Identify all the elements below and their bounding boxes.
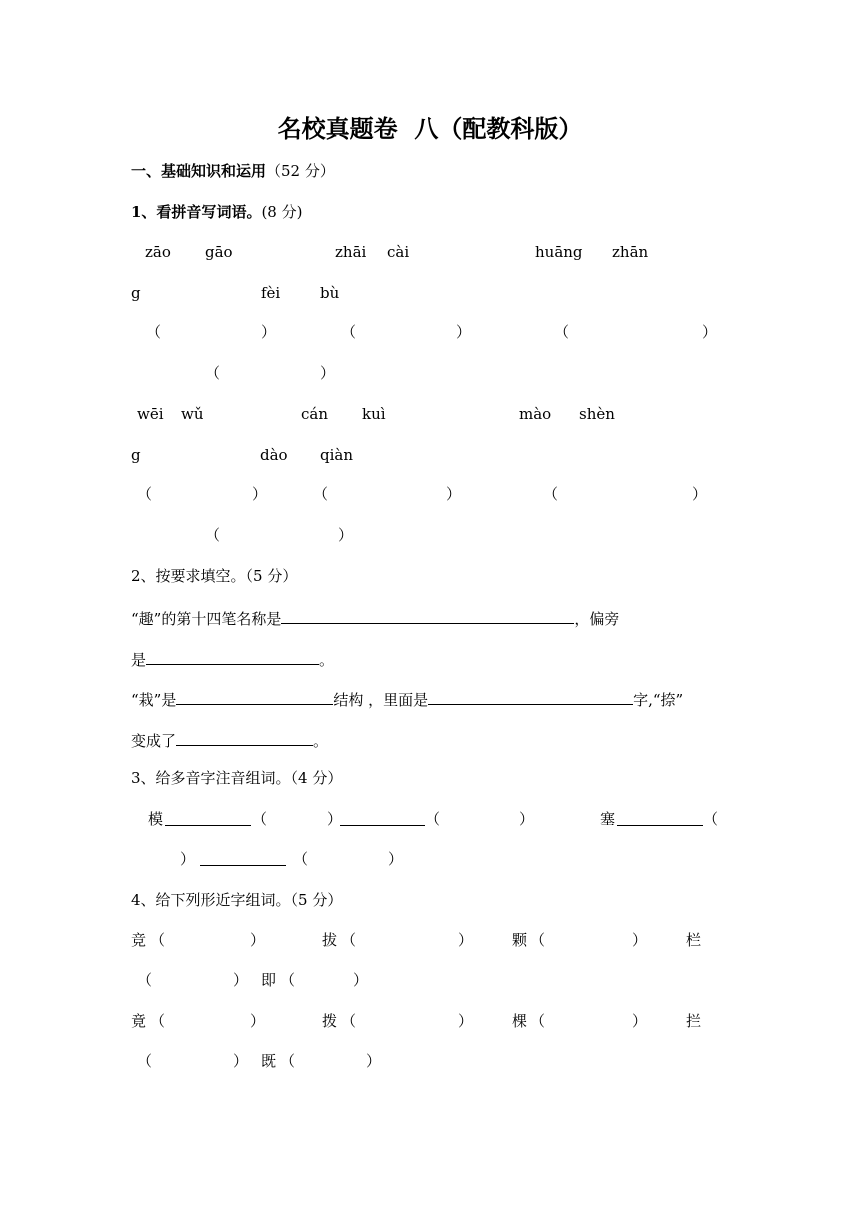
close-paren: ） xyxy=(632,931,648,949)
pinyin: zhān xyxy=(612,243,649,261)
q2-text: 是 xyxy=(131,651,147,669)
open-paren: （ xyxy=(530,1012,546,1030)
pinyin: cán xyxy=(301,405,329,423)
open-paren: （ xyxy=(137,485,153,503)
close-paren: ） xyxy=(261,323,277,341)
q2-text: 结构 ，里面是 xyxy=(333,691,429,709)
q4-char: 拨 xyxy=(322,1012,338,1030)
open-paren: （ xyxy=(703,810,719,828)
open-paren: （ xyxy=(205,526,221,544)
pinyin: qiàn xyxy=(320,446,354,464)
section-score: （52 分） xyxy=(266,162,335,180)
open-paren: （ xyxy=(554,323,570,341)
pinyin: zhāi xyxy=(335,243,367,261)
open-paren: （ xyxy=(137,1052,153,1070)
pinyin: cài xyxy=(387,243,410,261)
q4-char: 竞 xyxy=(131,931,147,949)
answer-blank[interactable] xyxy=(428,688,633,705)
q4-char: 即 xyxy=(261,971,277,989)
answer-blank[interactable] xyxy=(200,849,286,871)
close-paren: ） xyxy=(252,485,268,503)
q2-line4 xyxy=(131,729,328,751)
pinyin: bù xyxy=(320,284,340,302)
answer-blank[interactable] xyxy=(176,688,333,705)
close-paren: ） xyxy=(519,810,535,828)
section-heading xyxy=(131,161,335,181)
q3-char: 塞 xyxy=(600,810,616,828)
pinyin: kuì xyxy=(362,405,386,423)
q1-score: (8 分) xyxy=(261,203,303,221)
close-paren: ） xyxy=(180,850,196,868)
q2-line3 xyxy=(131,688,683,710)
pinyin: fèi xyxy=(261,284,281,302)
close-paren: ） xyxy=(327,810,343,828)
q2-heading: 2、按要求填空。（5 分） xyxy=(131,567,298,585)
open-paren: （ xyxy=(280,971,296,989)
close-paren: ） xyxy=(458,1012,474,1030)
answer-blank[interactable] xyxy=(617,809,703,831)
open-paren: （ xyxy=(341,931,357,949)
q2-text: “趣”的第十四笔名称是 xyxy=(131,610,282,628)
close-paren: ） xyxy=(458,931,474,949)
open-paren: （ xyxy=(341,323,357,341)
answer-blank[interactable] xyxy=(165,809,251,831)
open-paren: （ xyxy=(252,810,268,828)
close-paren: ） xyxy=(233,1052,249,1070)
open-paren: （ xyxy=(425,810,441,828)
pinyin: dào xyxy=(260,446,288,464)
q2-text: 字,“捺” xyxy=(633,691,684,709)
q4-char: 拦 xyxy=(686,1012,702,1030)
pinyin: wǔ xyxy=(181,405,204,423)
close-paren: ） xyxy=(446,485,462,503)
open-paren: （ xyxy=(150,1012,166,1030)
close-paren: ） xyxy=(632,1012,648,1030)
close-paren: ） xyxy=(692,485,708,503)
close-paren: ） xyxy=(250,1012,266,1030)
pinyin: wēi xyxy=(137,405,164,423)
pinyin: g xyxy=(131,284,141,302)
answer-blank[interactable] xyxy=(176,729,313,746)
q4-char: 栏 xyxy=(686,931,702,949)
close-paren: ） xyxy=(366,1052,382,1070)
q4-char: 颗 xyxy=(512,931,528,949)
page-title: 名校真题卷 八（配教科版） xyxy=(277,114,583,143)
q3-heading: 3、给多音字注音组词。（4 分） xyxy=(131,769,343,787)
q2-text: 。 xyxy=(313,732,329,750)
close-paren: ） xyxy=(250,931,266,949)
answer-blank[interactable] xyxy=(340,809,425,831)
open-paren: （ xyxy=(280,1052,296,1070)
open-paren: （ xyxy=(293,850,309,868)
q2-text: “栽”是 xyxy=(131,691,177,709)
answer-blank[interactable] xyxy=(281,607,574,624)
open-paren: （ xyxy=(150,931,166,949)
q2-line1 xyxy=(131,607,619,629)
q1-heading-text: 1、看拼音写词语。 xyxy=(131,203,262,221)
q4-char: 既 xyxy=(261,1052,277,1070)
q3-char: 模 xyxy=(148,810,164,828)
q2-text: 。 xyxy=(319,651,335,669)
close-paren: ） xyxy=(353,971,369,989)
q4-char: 棵 xyxy=(512,1012,528,1030)
q2-text: 变成了 xyxy=(131,732,177,750)
open-paren: （ xyxy=(530,931,546,949)
close-paren: ） xyxy=(320,364,336,382)
open-paren: （ xyxy=(543,485,559,503)
close-paren: ） xyxy=(338,526,354,544)
open-paren: （ xyxy=(146,323,162,341)
pinyin: huāng xyxy=(535,243,583,261)
section-heading-text: 一、基础知识和运用 xyxy=(131,162,267,180)
q2-text: ，偏旁 xyxy=(574,610,620,628)
q4-char: 竟 xyxy=(131,1012,147,1030)
pinyin: g xyxy=(131,446,141,464)
pinyin: zāo xyxy=(145,243,171,261)
close-paren: ） xyxy=(702,323,718,341)
answer-blank[interactable] xyxy=(146,648,319,665)
open-paren: （ xyxy=(205,364,221,382)
close-paren: ） xyxy=(233,971,249,989)
q2-line2 xyxy=(131,648,334,670)
q1-heading xyxy=(131,202,302,222)
q4-char: 拔 xyxy=(322,931,338,949)
open-paren: （ xyxy=(137,971,153,989)
open-paren: （ xyxy=(313,485,329,503)
pinyin: shèn xyxy=(579,405,615,423)
open-paren: （ xyxy=(341,1012,357,1030)
q4-heading: 4、给下列形近字组词。（5 分） xyxy=(131,891,343,909)
close-paren: ） xyxy=(456,323,472,341)
pinyin: mào xyxy=(519,405,552,423)
pinyin: gāo xyxy=(205,243,233,261)
close-paren: ） xyxy=(388,850,404,868)
